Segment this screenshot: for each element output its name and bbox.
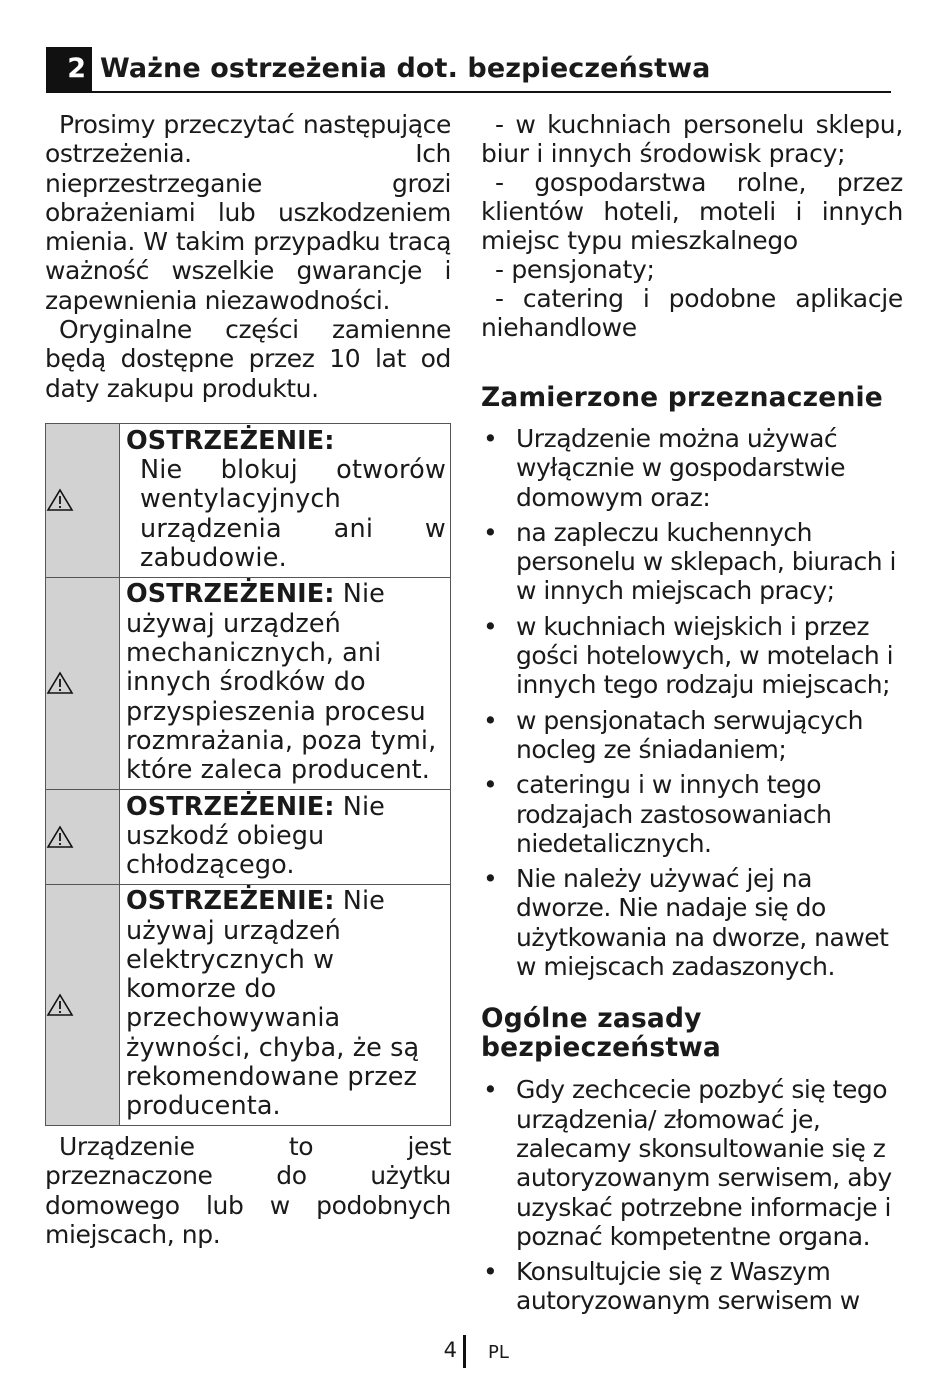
warning-triangle-icon xyxy=(46,993,74,1017)
safety-list xyxy=(481,1075,903,1315)
section-number: 2 xyxy=(46,47,92,91)
spare-parts-paragraph: Oryginalne części zamienne będą dostępne przez 10 lat od daty zakupu produktu. xyxy=(45,315,451,403)
intro-paragraph: Prosimy przeczytać następujące ostrzeżenia. Ich nieprzestrzeganie grozi obrażeniami lub uszkodzeniem mienia. W takim przypadku tracą ważność wszelkie gwarancje i zapewnienia niezawodności. xyxy=(45,110,451,315)
warnings-table xyxy=(45,423,451,1126)
warning-text: Nie używaj urządzeń mechanicznych, ani innych środków do przyspieszenia procesu rozmrażania, poza tymi, które zaleca producent. xyxy=(126,579,437,786)
safety-heading: Ogólne zasady bezpieczeństwa xyxy=(481,1003,721,1064)
list-item: • w pensjonatach serwujących nocleg ze śniadaniem; xyxy=(481,706,903,765)
list-item: • Konsultujcie się z Waszym autoryzowanym serwisem w xyxy=(481,1257,903,1316)
section-title: Ważne ostrzeżenia dot. bezpieczeństwa xyxy=(100,53,711,84)
warning-row xyxy=(46,789,451,884)
warning-row xyxy=(46,884,451,1125)
dash-item: - catering i podobne aplikacje niehandlowe xyxy=(481,284,903,342)
list-item: • cateringu i w innych tego rodzajach zastosowaniach niedetalicznych. xyxy=(481,770,903,858)
list-item: • Urządzenie można używać wyłącznie w gospodarstwie domowym oraz: xyxy=(481,424,903,512)
intended-use-paragraph: Urządzenie to jest przeznaczone do użytku domowego lub w podobnych miejscach, np. xyxy=(45,1131,451,1249)
warning-label: OSTRZEŻENIE: xyxy=(126,425,335,456)
language-code: PL xyxy=(488,1342,509,1363)
footer-divider xyxy=(463,1335,466,1368)
intended-use-list xyxy=(481,424,903,981)
warning-text: Nie używaj urządzeń elektrycznych w komorze do przechowywania żywności, chyba, że są rekomendowane przez producenta. xyxy=(126,886,420,1122)
dash-item: - gospodarstwa rolne, przez klientów hoteli, moteli i innych miejsc typu mieszkalnego xyxy=(481,168,903,255)
left-column xyxy=(45,110,451,1249)
warning-triangle-icon xyxy=(46,488,74,512)
warning-label: OSTRZEŻENIE: xyxy=(126,886,335,917)
warning-text: Nie uszkodź obiegu chłodzącego. xyxy=(126,791,385,881)
warning-triangle-icon xyxy=(46,825,74,849)
list-item: • Nie należy używać jej na dworze. Nie nadaje się do użytkowania na dworze, nawet w miejscach zadaszonych. xyxy=(481,864,903,981)
list-item: • w kuchniach wiejskich i przez gości hotelowych, w motelach i innych tego rodzaju miejscach; xyxy=(481,612,903,700)
page-number: 4 xyxy=(443,1338,457,1362)
warning-label: OSTRZEŻENIE: xyxy=(126,579,335,610)
dash-item: - pensjonaty; xyxy=(495,255,655,284)
warning-text: Nie blokuj otworów wentylacyjnych urządzenia ani w zabudowie. xyxy=(140,455,446,573)
warning-row xyxy=(46,423,451,577)
warning-triangle-icon xyxy=(46,671,74,695)
page-footer xyxy=(0,1335,950,1365)
section-header xyxy=(46,47,891,93)
intended-use-heading: Zamierzone przeznaczenie xyxy=(481,382,883,413)
warning-row xyxy=(46,577,451,789)
warning-label: OSTRZEŻENIE: xyxy=(126,791,335,822)
list-item: • Gdy zechcecie pozbyć się tego urządzenia/ złomować je, zalecamy skonsultowanie się z autoryzowanym serwisem, aby uzyskać potrzebne informacje i poznać kompetentne organa. xyxy=(481,1075,903,1251)
right-column xyxy=(481,110,903,1316)
dash-item: - w kuchniach personelu sklepu, biur i innych środowisk pracy; xyxy=(481,110,903,168)
list-item: • na zapleczu kuchennych personelu w sklepach, biurach i w innych miejscach pracy; xyxy=(481,518,903,606)
